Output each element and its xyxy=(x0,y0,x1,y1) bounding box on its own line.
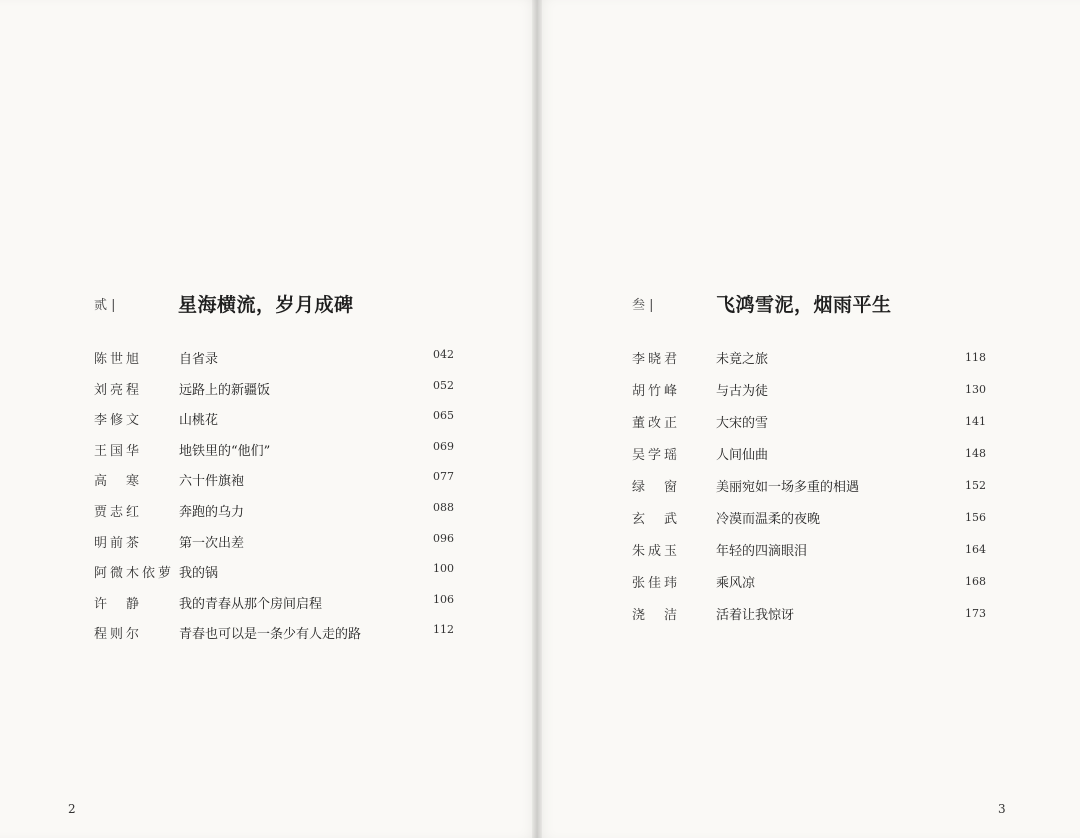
toc-entry xyxy=(632,348,1002,370)
toc-entry xyxy=(94,379,464,401)
toc-title: 远路上的新疆饭 xyxy=(179,382,271,398)
toc-title: 活着让我惊讶 xyxy=(716,608,795,623)
toc-author: 张佳玮 xyxy=(632,576,681,591)
toc-author: 董改正 xyxy=(632,416,681,431)
toc-entry xyxy=(632,572,1002,594)
toc-entry xyxy=(94,470,464,492)
toc-author: 陈世旭 xyxy=(94,352,143,367)
toc-page-number: 106 xyxy=(433,592,454,606)
toc-entry xyxy=(94,623,464,645)
toc-page-number: 152 xyxy=(965,479,986,492)
toc-page-number: 069 xyxy=(433,439,454,453)
toc-page-number: 141 xyxy=(965,415,986,428)
toc-entry xyxy=(632,476,1002,498)
toc-entry xyxy=(632,444,1002,466)
toc-entry xyxy=(632,540,1002,562)
toc-author: 李修文 xyxy=(94,413,143,429)
section-label: 叁 | xyxy=(632,298,654,313)
toc-page-number: 096 xyxy=(433,531,454,545)
toc-entry xyxy=(94,348,464,370)
toc-author: 许 静 xyxy=(94,596,143,612)
toc-page-number: 173 xyxy=(965,607,986,620)
toc-author: 浇 洁 xyxy=(632,608,681,623)
toc-page-number: 156 xyxy=(965,511,986,524)
toc-author: 明前茶 xyxy=(94,535,143,551)
toc-page-number: 088 xyxy=(433,501,454,514)
toc-entry xyxy=(94,409,464,431)
toc-entry xyxy=(94,532,464,554)
section-title: 星海横流，岁月成碑 xyxy=(178,294,354,316)
toc-title: 地铁里的“他们” xyxy=(179,443,271,459)
toc-entry xyxy=(632,412,1002,434)
toc-title: 与古为徒 xyxy=(716,384,769,399)
toc-page-number: 042 xyxy=(433,348,454,361)
toc-title: 未竟之旅 xyxy=(716,352,769,367)
toc-title: 奔跑的乌力 xyxy=(179,505,245,520)
toc-title: 六十件旗袍 xyxy=(179,474,245,490)
book-gutter xyxy=(532,0,542,838)
toc-title: 年轻的四滴眼泪 xyxy=(716,544,808,559)
toc-author: 高 寒 xyxy=(94,474,143,490)
toc-title: 自省录 xyxy=(179,352,219,367)
toc-title: 山桃花 xyxy=(179,413,219,429)
toc-author: 玄 武 xyxy=(632,512,681,527)
toc-title: 我的锅 xyxy=(179,566,219,582)
toc-title: 冷漠而温柔的夜晚 xyxy=(716,512,821,527)
page-number: 3 xyxy=(998,802,1006,816)
toc-page-number: 130 xyxy=(965,383,986,396)
toc-author: 程则尔 xyxy=(94,627,143,643)
toc-page-number: 112 xyxy=(433,623,454,637)
toc-author: 阿微木依萝 xyxy=(94,566,175,582)
toc-entry xyxy=(632,604,1002,626)
toc-title: 第一次出差 xyxy=(179,535,245,551)
toc-page-number: 164 xyxy=(965,543,986,556)
toc-page-number: 168 xyxy=(965,575,986,588)
toc-page-number: 100 xyxy=(433,562,454,576)
toc-title: 美丽宛如一场多重的相遇 xyxy=(716,480,860,495)
toc-author: 李晓君 xyxy=(632,352,681,367)
toc-title: 人间仙曲 xyxy=(716,448,769,463)
toc-page-number: 118 xyxy=(965,351,986,364)
toc-author: 朱成玉 xyxy=(632,544,681,559)
toc-page-number: 077 xyxy=(433,470,454,484)
toc-author: 吴学瑶 xyxy=(632,448,681,463)
toc-entry xyxy=(94,501,464,523)
toc-title: 青春也可以是一条少有人走的路 xyxy=(179,627,362,643)
toc-page-number: 052 xyxy=(433,378,454,392)
toc-author: 刘亮程 xyxy=(94,382,143,398)
toc-entry xyxy=(94,593,464,615)
right-page xyxy=(538,0,1080,838)
toc-entry xyxy=(94,440,464,462)
toc-page-number: 148 xyxy=(965,447,986,460)
toc-author: 胡竹峰 xyxy=(632,384,681,399)
toc-entry xyxy=(94,562,464,584)
toc-author: 王国华 xyxy=(94,443,143,459)
toc-entry xyxy=(632,380,1002,402)
section-label: 贰 | xyxy=(94,298,116,313)
toc-author: 贾志红 xyxy=(94,505,143,520)
toc-title: 我的青春从那个房间启程 xyxy=(179,596,323,612)
toc-page-number: 065 xyxy=(433,409,454,423)
left-page xyxy=(0,0,538,838)
toc-title: 大宋的雪 xyxy=(716,416,769,431)
toc-author: 绿 窗 xyxy=(632,480,681,495)
toc-entry xyxy=(632,508,1002,530)
section-title: 飞鸿雪泥，烟雨平生 xyxy=(716,294,892,316)
page-number: 2 xyxy=(68,802,76,816)
toc-title: 乘风凉 xyxy=(716,576,756,591)
